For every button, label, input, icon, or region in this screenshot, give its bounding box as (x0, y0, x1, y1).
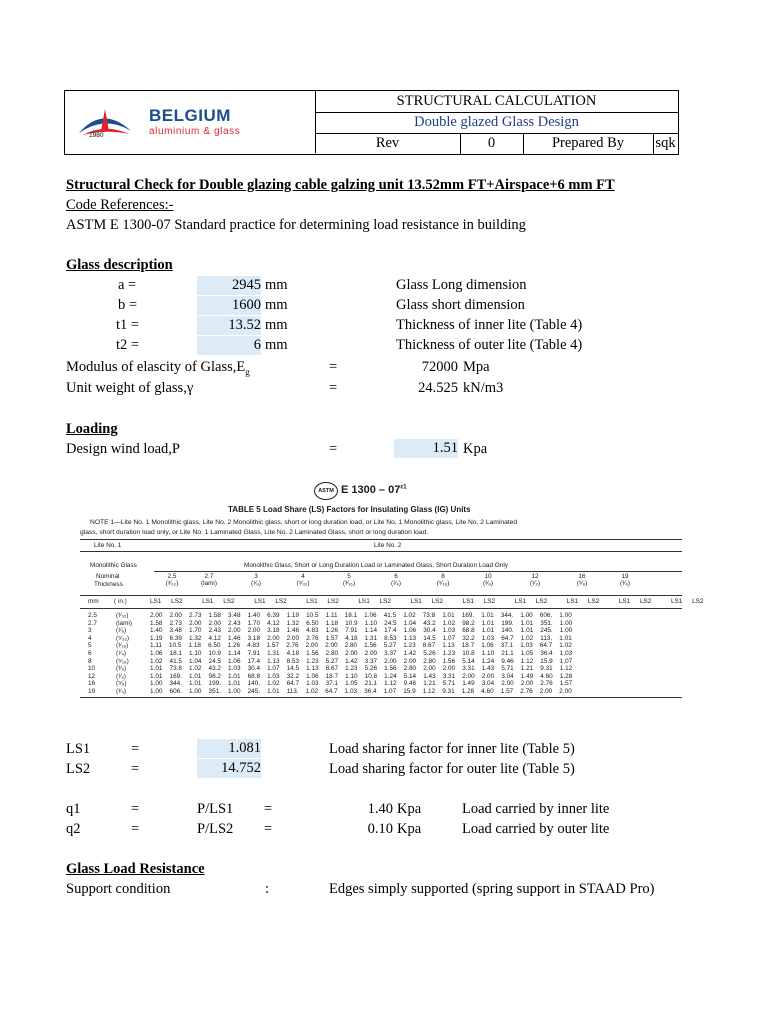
doc-subtitle: Double glazed Glass Design (315, 112, 678, 134)
q2-value: 0.10 (367, 821, 393, 837)
col-head: 16 (⁵⁄₈) (576, 573, 588, 587)
modulus-eq: = (329, 359, 338, 375)
code-ref-text: ASTM E 1300-07 Standard practice for determining load resistance in building (66, 217, 526, 233)
ls2-value: 14.752 (197, 759, 261, 778)
q1-label: q1 (66, 801, 81, 817)
in-label: ( in.) (114, 598, 127, 605)
col-head: 19 (³⁄₄) (619, 573, 631, 587)
modulus-value: 72000 (421, 359, 458, 375)
loading-heading: Loading (66, 421, 118, 437)
symbol: a = (118, 277, 137, 293)
table-row: 1.58 2.73 2.00 2.00 2.43 1.70 4.12 1.32 6.50 1.18 10.9 1.10 24.5 1.04 43.2 1.02 98.2 1.01 199. 1.01 351. 1.00 (150, 619, 573, 627)
rev-value: 0 (460, 133, 524, 154)
col-head: 2.5 (³⁄₃₂) (165, 573, 179, 587)
wind-load-value: 1.51 (394, 439, 458, 458)
ls1-eq: = (131, 741, 140, 757)
rule (80, 539, 682, 540)
ls1-desc: Load sharing factor for inner lite (Table 5) (329, 741, 575, 757)
code-ref-label: Code References:- (66, 197, 174, 213)
astm-logo-icon: ASTM (314, 482, 338, 500)
q1-desc: Load carried by inner lite (462, 801, 610, 817)
wind-load-label: Design wind load,P (66, 441, 180, 457)
rev-row (315, 133, 678, 154)
unit-weight-eq: = (329, 380, 338, 396)
group-header: Monolithic Glass, Short or Long Duration Load or Laminated Glass, Short Duration Load Only (244, 562, 508, 569)
table-row: 1.01 169. 1.01 98.2 1.01 68.8 1.03 32.2 1.06 18.7 1.10 10.8 1.24 5.14 1.43 3.31 2.00 2.00 3.04 1.49 4.60 1.28 (150, 672, 573, 680)
wind-load-eq: = (329, 441, 338, 457)
q1-eq2: = (264, 801, 273, 817)
q2-desc: Load carried by outer lite (462, 821, 610, 837)
astm-note-line1: NOTE 1—Lite No. 1 Monolithic glass, Lite No. 2 Monolithic glass, short or long duration load, or Lite No. 1 Monolithic glass, Lite No. 2 Laminated (90, 519, 518, 526)
prepared-by-label: Prepared By (523, 133, 654, 154)
q2-eq: = (131, 821, 140, 837)
table-row: 2.00 2.00 2.73 1.58 3.48 1.40 6.39 1.19 10.5 1.11 18.1 1.06 41.5 1.02 73.8 1.01 169. 1.01 344. 1.00 606. 1.00 (150, 612, 572, 619)
table-row: 1.02 41.5 1.04 24.5 1.06 17.4 1.13 8.53 1.23 5.27 1.42 3.37 2.00 2.00 2.80 1.56 5.14 1.24 9.46 1.12 15.9 1.07 (150, 657, 573, 665)
astm-table-title: TABLE 5 Load Share (LS) Factors for Insulating Glass (IG) Units (228, 505, 471, 514)
logo-year: 1980 (89, 132, 104, 139)
q2-unit: Kpa (397, 821, 422, 837)
q2-eq2: = (264, 821, 273, 837)
table-row: 1.00 606. 1.00 351. 1.00 245. 1.01 113. 1.02 64.7 1.03 36.4 1.07 15.9 1.12 9.31 1.28 4.60 1.57 2.76 2.00 2.00 (150, 687, 572, 695)
q2-label: q2 (66, 821, 81, 837)
symbol: t1 = (116, 317, 140, 333)
unit: mm (265, 277, 288, 293)
logo-mark-icon (75, 101, 135, 143)
table-row: 1.06 18.1 1.10 10.9 1.14 7.91 1.31 4.18 1.56 2.80 2.00 2.00 3.37 1.42 5.26 1.23 10.8 1.10 21.1 1.05 36.4 1.03 (150, 649, 573, 657)
value-cell: 6 (197, 336, 261, 355)
modulus-label: Modulus of elascity of $Glass,E_g$ (66, 359, 250, 377)
unit: mm (265, 297, 288, 313)
ls1-label: LS1 (66, 741, 91, 757)
value-cell: 1600 (197, 296, 261, 315)
rule (80, 595, 682, 596)
mm-column: 2.5 2.7 3 4 5 6 8 10 12 16 19 (88, 612, 97, 695)
unit: mm (265, 317, 288, 333)
company-name: BELGIUM (149, 106, 231, 125)
header-block (64, 90, 679, 155)
rule (80, 608, 682, 609)
description: Glass short dimension (396, 297, 525, 313)
nominal-label: Nominal (96, 573, 120, 580)
astm-table-5 (64, 478, 704, 718)
q2-formula: P/LS2 (197, 821, 234, 837)
q1-formula: P/LS1 (197, 801, 234, 817)
support-colon: : (265, 881, 270, 897)
lite2-label: Lite No. 2 (374, 542, 402, 549)
table-row: 1.19 6.39 1.32 4.12 1.46 3.18 2.00 2.00 2.76 1.57 4.18 1.31 8.53 1.13 14.5 1.07 32.2 1.03 64.7 1.02 113. 1.01 (150, 634, 572, 642)
col-head: 4 (⁵⁄₃₂) (296, 573, 310, 587)
table-row: 1.01 73.8 1.02 43.2 1.03 30.4 1.07 14.5 1.13 8.67 1.23 5.26 1.56 2.80 2.00 2.00 3.31 1.43 5.71 1.21 9.31 1.12 (150, 665, 573, 673)
value-cell: 2945 (197, 276, 261, 295)
company-tagline: aluminium & glass (149, 126, 241, 137)
in-column: (³⁄₃₂) (lami) (¹⁄₈) (⁵⁄₃₂) (³⁄₁₆) (¹⁄₄) (⁵⁄₁₆) (³⁄₈) (¹⁄₂) (⁵⁄₈) (³⁄₄) (116, 612, 132, 695)
monolithic-label: Monolithic Glass (90, 562, 137, 569)
col-head: 5 (³⁄₁₆) (342, 573, 356, 587)
doc-title: STRUCTURAL CALCULATION (315, 91, 678, 113)
astm-note-line2: glass, short duration load only, or Lite No. 1 Laminated Glass, Lite No. 2 Laminated Glass, short or long duration load. (80, 529, 429, 536)
col-head: 8 (⁵⁄₁₆) (436, 573, 450, 587)
col-head: 12 (¹⁄₂) (530, 573, 540, 587)
company-logo (65, 91, 316, 153)
unit-weight-label: Unit weight of glass,γ (66, 380, 194, 396)
unit-weight-unit: kN/m3 (463, 380, 504, 396)
table-row: 1.40 3.48 1.70 2.43 2.00 2.00 3.18 1.46 4.83 1.26 7.91 1.14 17.4 1.06 30.4 1.03 68.8 1.01 140. 1.01 245. 1.00 (150, 627, 573, 635)
astm-standard: E $1300 - 07^{\varepsilon 1}$ (341, 484, 407, 496)
rule (80, 697, 682, 698)
value-cell: 13.52 (197, 316, 261, 335)
rule (80, 551, 682, 552)
q1-eq: = (131, 801, 140, 817)
resistance-heading: Glass Load Resistance (66, 861, 205, 877)
rev-label: Rev (315, 133, 461, 154)
description: Thickness of inner lite (Table 4) (396, 317, 583, 333)
table-row: 1.00 344. 1.01 199. 1.01 140. 1.02 64.7 1.03 37.1 1.05 21.1 1.12 9.46 1.21 5.71 1.49 3.04 2.00 2.00 2.76 1.57 (150, 680, 573, 688)
thickness-label: Thickness (94, 581, 123, 588)
q1-unit: Kpa (397, 801, 422, 817)
col-head: 3 (¹⁄₈) (250, 573, 262, 587)
col-head: 6 (¹⁄₄) (390, 573, 402, 587)
main-heading: Structural Check for Double glazing cable galzing unit 13.52mm FT+Airspace+6 mm FT (66, 177, 615, 193)
rule (154, 571, 682, 572)
table-row: 1.11 10.5 1.18 6.50 1.26 4.83 1.57 2.76 2.00 2.00 2.80 1.56 5.27 1.23 8.67 1.13 18.7 1.06 37.1 1.03 64.7 1.02 (150, 642, 572, 650)
col-head: 10 (³⁄₈) (482, 573, 494, 587)
unit: mm (265, 337, 288, 353)
support-value: Edges simply supported (spring support in STAAD Pro) (329, 881, 655, 897)
ls1-value: 1.081 (197, 739, 261, 758)
description: Glass Long dimension (396, 277, 527, 293)
lite1-label: Lite No. 1 (94, 542, 122, 549)
support-label: Support condition (66, 881, 171, 897)
ls-header-row: LS1 LS2 LS1 LS2 LS1 LS2 LS1 LS2 LS1 LS2 LS1 LS2 LS1 LS2 LS1 LS2 LS1 LS2 LS1 LS2 LS1 LS2 (150, 598, 704, 605)
unit-weight-value: 24.525 (418, 380, 458, 396)
ls2-desc: Load sharing factor for outer lite (Table 5) (329, 761, 575, 777)
ls-values (150, 612, 572, 696)
q1-value: 1.40 (367, 801, 393, 817)
prepared-by-value: sqk (655, 135, 676, 151)
mm-label: mm (88, 598, 99, 605)
ls2-label: LS2 (66, 761, 91, 777)
symbol: t2 = (116, 337, 140, 353)
glass-description-heading: Glass description (66, 257, 173, 273)
symbol: b = (118, 297, 138, 313)
col-head: 2.7 (lami) (201, 573, 217, 587)
wind-load-unit: Kpa (463, 441, 488, 457)
description: Thickness of outer lite (Table 4) (396, 337, 583, 353)
ls2-eq: = (131, 761, 140, 777)
modulus-unit: Mpa (463, 359, 490, 375)
